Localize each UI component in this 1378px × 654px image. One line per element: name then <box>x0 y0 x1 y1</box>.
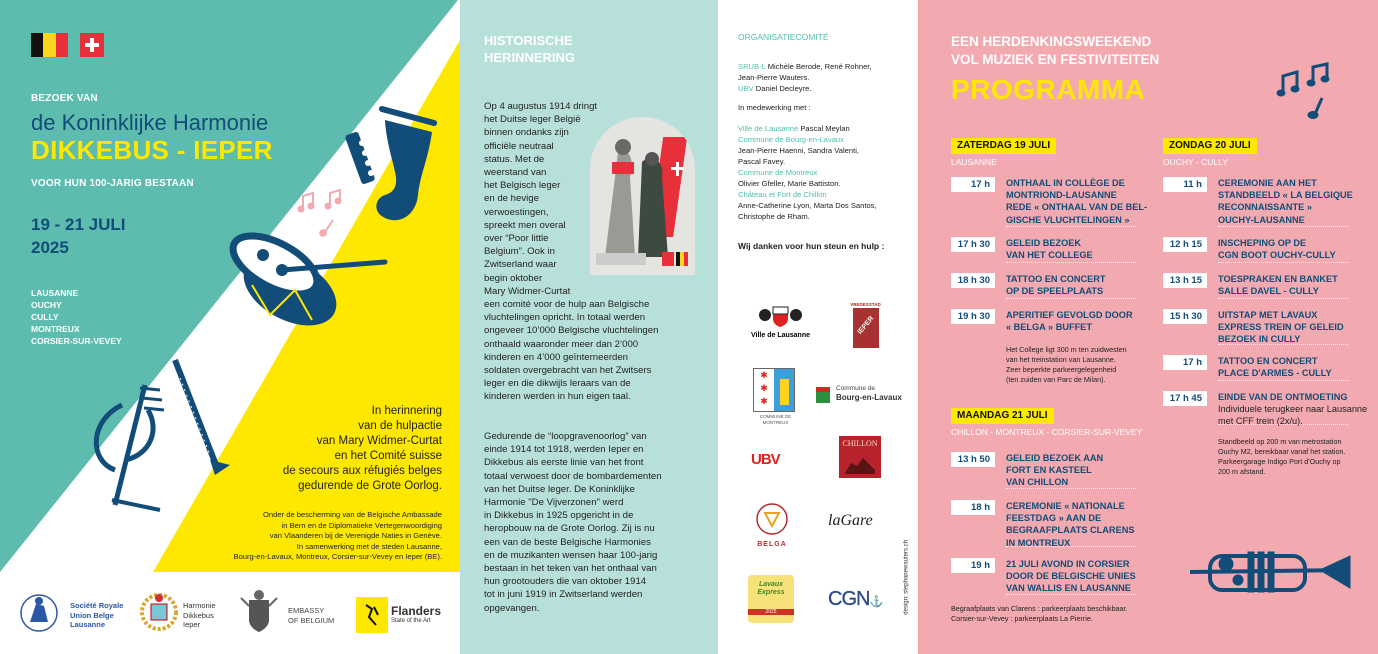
event-time: 19 h 30 <box>951 309 995 324</box>
history-heading: HISTORISCHE HERINNERING <box>484 33 576 65</box>
dotted-divider <box>1006 594 1136 595</box>
patronage-line: Onder de bescherming van de Belgische Ambassade <box>263 510 442 519</box>
day-location: CHILLON - MONTREUX - CORSIER-SUR-VEVEY <box>951 427 1143 437</box>
committee-line <box>738 123 877 134</box>
committee-line <box>738 156 877 167</box>
committee-line <box>738 134 877 145</box>
committee-line <box>738 145 877 156</box>
member-names: Jean-Pierre Wauters. <box>738 73 810 82</box>
note-line: Parkeergarage Indigo Port d'Ouchy op <box>1218 457 1341 466</box>
text-line: het Duitse leger België <box>484 114 581 126</box>
event-description <box>1218 237 1378 261</box>
event-line: TATTOO EN CONCERT <box>1218 356 1318 366</box>
harmonie-laurel-icon <box>137 590 181 634</box>
orchestra-title: de Koninklijke Harmonie <box>31 110 269 135</box>
day-badge: ZONDAG 20 JULI <box>1163 138 1257 154</box>
committee-line <box>738 200 877 211</box>
event-line: PLACE D'ARMES - CULLY <box>1218 368 1332 379</box>
dotted-divider <box>1218 298 1348 299</box>
committee-panel: ORGANISATIECOMITÉ SRUB-L Michèle Berode, René Rohner, Jean-Pierre Wauters. UBV Daniel Decleyre. In medewerking met : Ville de Lausanne Pascal Meylan Commune de Bourg-en-Lavaux Jean-Pierre Haenni, Sandra Valenti, Pascal Favey. Commune de Montreux Olivier Gfeller, Marie Battiston. Château et Fort de Chillon Anne-Catherine Lyon, Marta Dos Santos, Christophe de Rham. Wij danken voor hun steun en hulp : Ville de Lausanne VREDESSTAD IEPER ✱ ✱ ✱ COMMUNE DE MONTREUX Commune de Bourg-en-Lavaux UBV CHILLON BELGA laGare Lavaux Express 2025 CGN⚓ design: stephanewauters.ch <box>718 0 920 654</box>
event-line: OUCHY-LAUSANNE <box>1218 214 1305 225</box>
text-line: en de muzikanten wensen haar 100-jarig <box>484 549 658 561</box>
music-notes-icon <box>1275 62 1340 122</box>
sponsor-ieper: VREDESSTAD IEPER <box>843 302 888 348</box>
member-names: Michèle Berode, René Rohner, <box>765 62 872 71</box>
programme-panel <box>920 0 1378 654</box>
event-time: 19 h <box>951 558 995 573</box>
history-panel <box>460 0 718 654</box>
text-line: kinderen en 4’000 geïnterneerden <box>484 351 629 363</box>
text-line: Zwitserland waar <box>484 259 557 271</box>
sponsor-chillon: CHILLON <box>839 436 881 478</box>
event-line: MONTRIOND-LAUSANNE <box>1006 190 1117 201</box>
programme-heading: EEN HERDENKINGSWEEKEND VOL MUZIEK EN FESTIVITEITEN <box>951 34 1160 67</box>
belgian-coat-of-arms-icon <box>236 588 282 638</box>
sponsor-lausanne: Ville de Lausanne <box>748 305 813 339</box>
organisation-name: Commune de Bourg-en-Lavaux <box>738 135 844 144</box>
event-line: 21 JULI AVOND IN CORSIER <box>1006 559 1130 569</box>
note-line: 200 m afstand. <box>1218 467 1266 476</box>
memorial-line: van de hulpactie <box>358 420 442 432</box>
practical-note <box>951 604 1128 624</box>
city-list <box>31 287 122 347</box>
dotted-divider <box>1218 262 1348 263</box>
partner-logos <box>0 588 460 638</box>
text-line: over “Poor little <box>484 233 549 245</box>
sponsor-ubv: UBV <box>751 451 780 468</box>
event-line: VAN WALLIS EN LAUSANNE <box>1006 583 1131 594</box>
text-line: hun grootouders die van oktober 1914 <box>484 576 647 588</box>
flanders-label: Flanders State of the Art <box>391 604 442 624</box>
note-line: Zeer beperkte parkeergelegenheid <box>1006 365 1117 374</box>
dotted-divider <box>1218 380 1348 381</box>
event-line: BEGRAAFPLAATS CLARENS <box>1006 525 1135 536</box>
city: CULLY <box>31 312 59 322</box>
event-line: DOOR DE BELGISCHE UNIES <box>1006 571 1136 582</box>
sponsor-montreux: ✱ ✱ ✱ COMMUNE DE MONTREUX <box>753 368 798 426</box>
event-line: OP DE SPEELPLAATS <box>1006 286 1104 297</box>
memorial-line: en het Comité suisse <box>334 450 442 462</box>
text-line: leger en die dikwijls leraars van de <box>484 378 631 390</box>
event-time: 13 h 15 <box>1163 273 1207 288</box>
event-description <box>1006 237 1186 261</box>
event-line: GELEID BEZOEK AAN <box>1006 453 1104 463</box>
event-line: VAN CHILLON <box>1006 477 1069 488</box>
note-line: Corsier-sur-Vevey : parkeerplaats La Pierrie. <box>951 614 1093 623</box>
note-line: Standbeeld op 200 m van metrostation <box>1218 437 1342 446</box>
history-paragraph-1 <box>484 100 597 298</box>
event-description <box>1006 452 1186 489</box>
text-line: einde 1914 tot 1918, werden Ieper en <box>484 444 644 456</box>
day-badge: MAANDAG 21 JULI <box>951 408 1054 424</box>
text-line: bestaan in het teken van het onthaal van <box>484 563 657 575</box>
event-time: 18 h <box>951 500 995 515</box>
committee-line <box>738 61 872 72</box>
orchestra-name: DIKKEBUS - IEPER <box>31 135 273 165</box>
event-line: EXPRESS TREIN OF GELEID <box>1218 322 1344 333</box>
event-line: BEZOEK IN CULLY <box>1218 334 1301 345</box>
text-line: weerstand van <box>484 167 547 179</box>
day-badge: ZATERDAG 19 JULI <box>951 138 1056 154</box>
royal-union-label: Société Royale Union Belge Lausanne <box>70 601 124 629</box>
note-line: van het treinstation van Lausanne. <box>1006 355 1116 364</box>
music-notes-icon <box>299 190 341 236</box>
member-names: Olivier Gfeller, Marie Battiston. <box>738 179 841 188</box>
event-line: GISCHE VLUCHTELINGEN » <box>1006 214 1130 225</box>
lausanne-lions-icon <box>758 305 803 327</box>
text-line: vluchtelingen opricht. In totaal werden <box>484 312 646 324</box>
anniversary-subtitle: VOOR HUN 100-JARIG BESTAAN <box>31 178 194 189</box>
sponsor-belga: BELGA <box>746 502 798 548</box>
harmonie-label: Harmonie Dikkebus Ieper <box>183 601 216 629</box>
text-line: verwoestingen, <box>484 206 549 218</box>
event-time: 17 h 30 <box>951 237 995 252</box>
patronage-text <box>142 510 442 563</box>
committee-line <box>738 189 877 200</box>
history-paragraph-1-continued <box>484 298 658 404</box>
text-line: het Belgisch leger <box>484 180 561 192</box>
dotted-divider <box>1006 226 1136 227</box>
organisation-name: UBV <box>738 84 754 93</box>
day-location: OUCHY - CULLY <box>1163 157 1228 167</box>
text-line: en de hevige <box>484 193 539 205</box>
text-line: Harmonie "De Vijverzonen" werd <box>484 497 624 509</box>
member-names: Anne-Catherine Lyon, Marta Dos Santos, <box>738 201 877 210</box>
memorial-line: van Mary Widmer-Curtat <box>316 435 442 447</box>
event-time: 15 h 30 <box>1163 309 1207 324</box>
event-time: 12 h 15 <box>1163 237 1207 252</box>
event-line: ONTHAAL IN COLLÈGE DE <box>1006 178 1125 188</box>
committee-line <box>738 211 877 222</box>
text-line: Dikkebus als eerste linie van het front <box>484 457 644 469</box>
thanks-label: Wij danken voor hun steun en hulp : <box>738 241 885 251</box>
dotted-divider <box>1006 262 1136 263</box>
city: CORSIER-SUR-VEVEY <box>31 336 122 346</box>
city: LAUSANNE <box>31 288 79 298</box>
note-line: Het College ligt 300 m ten zuidwesten <box>1006 345 1127 354</box>
text-line: Gedurende de “loopgravenoorlog” van <box>484 431 647 442</box>
committee-line <box>738 83 872 94</box>
text-line: officiële neutraal <box>484 140 554 152</box>
event-description <box>1218 309 1378 346</box>
event-line: UITSTAP MET LAVAUX <box>1218 310 1318 320</box>
event-description <box>1006 309 1186 333</box>
day-location: LAUSANNE <box>951 157 997 167</box>
event-description <box>1218 391 1378 428</box>
text-line: binnen ondanks zijn <box>484 127 569 139</box>
member-names: Pascal Favey. <box>738 157 786 166</box>
design-credit: design: stephanewauters.ch <box>904 540 910 615</box>
text-line: ongeveer 10’000 Belgische vluchtelingen <box>484 325 659 337</box>
event-time: 17 h <box>951 177 995 192</box>
anchor-icon: ⚓ <box>869 596 883 608</box>
event-line: GELEID BEZOEK <box>1006 238 1082 248</box>
event-line: FEESTDAG » AAN DE <box>1006 513 1102 524</box>
text-line: een van de beste Belgische Harmonies <box>484 536 651 548</box>
event-time: 17 h 45 <box>1163 391 1207 406</box>
organisation-name: Commune de Montreux <box>738 168 818 177</box>
memorial-line: de secours aux réfugiés belges <box>282 465 442 477</box>
sponsor-cgn: CGN⚓ <box>828 588 883 610</box>
event-description <box>1218 355 1378 379</box>
dotted-divider <box>1218 226 1348 227</box>
patronage-line: In samenwerking met de steden Lausanne, <box>296 541 442 551</box>
event-line: APERITIEF GEVOLGD DOOR <box>1006 310 1133 320</box>
text-line: Mary Widmer-Curtat <box>484 285 571 297</box>
event-description <box>1006 177 1186 226</box>
history-paragraph-2 <box>484 430 662 615</box>
event-dates: 19 - 21 JULI <box>31 215 126 234</box>
text-line: spreekt men overal <box>484 219 566 231</box>
event-line: STANDBEELD « LA BELGIQUE <box>1218 190 1353 201</box>
note-line: Begraafplaats van Clarens : parkeerplaats beschikbaar. <box>951 604 1128 613</box>
embassy-label: EMBASSY OF BELGIUM <box>288 606 335 625</box>
event-line: SALLE DAVEL - CULLY <box>1218 286 1319 297</box>
event-line: CGN BOOT OUCHY-CULLY <box>1218 250 1336 261</box>
cooperation-label: In medewerking met : <box>738 103 811 112</box>
royal-union-crest-icon <box>18 592 60 634</box>
organisation-name: SRUB-L <box>738 62 766 71</box>
member-names: Pascal Meylan <box>798 124 850 133</box>
note-line: (ten zuiden van Parc de Milan). <box>1006 375 1106 384</box>
dotted-divider <box>1006 488 1136 489</box>
sponsor-lavaux-express: Lavaux Express 2025 <box>748 575 794 623</box>
event-line: CEREMONIE « NATIONALE <box>1006 501 1125 511</box>
committee-line <box>738 167 877 178</box>
text-line: kinderen werden in hun eigen taal. <box>484 391 631 403</box>
committee-line <box>738 72 872 83</box>
text-line: onthaald waaronder meer dan 2’000 <box>484 338 639 350</box>
dotted-divider <box>1006 546 1136 547</box>
event-line: FORT EN KASTEEL <box>1006 465 1092 476</box>
member-names: Daniel Decleyre. <box>753 84 812 93</box>
visit-label: BEZOEK VAN <box>31 93 98 104</box>
swiss-flag-icon <box>80 33 104 57</box>
text-line: Op 4 augustus 1914 dringt <box>484 101 598 112</box>
event-subline: Individuele terugkeer naar Lausanne <box>1218 404 1368 415</box>
event-description <box>1006 500 1186 549</box>
event-description <box>1006 273 1186 297</box>
event-description <box>1218 273 1378 297</box>
sponsor-la-gare: laGare <box>828 512 873 529</box>
event-line: CEREMONIE AAN HET <box>1218 178 1317 188</box>
event-time: 13 h 50 <box>951 452 995 467</box>
memorial-text <box>142 404 442 494</box>
text-line: in Dikkebus in 1925 opgericht in de <box>484 510 634 522</box>
text-line: totaal verwoest door de bombardementen <box>484 470 662 482</box>
note-line: Ouchy M2, bereikbaar vanaf het station. <box>1218 447 1346 456</box>
trumpet-icon <box>1190 548 1360 600</box>
patronage-line: Bourg-en-Lavaux, Montreux, Corsier-sur-Vevey en Ieper (BE). <box>233 552 442 561</box>
city: OUCHY <box>31 300 62 310</box>
event-time: 17 h <box>1163 355 1207 370</box>
event-line: INSCHEPING OP DE <box>1218 238 1307 248</box>
programme-title: PROGRAMMA <box>951 74 1146 105</box>
committee-line <box>738 178 877 189</box>
text-line: een comité voor de hulp aan Belgische <box>484 299 650 310</box>
member-names: Jean-Pierre Haenni, Sandra Valenti, <box>738 146 860 155</box>
cover-panel <box>0 0 460 654</box>
committee-list <box>738 61 872 94</box>
organisation-name: Château et Fort de Chillon <box>738 190 827 199</box>
dotted-divider <box>1218 424 1348 425</box>
city: MONTREUX <box>31 324 80 334</box>
event-line: EINDE VAN DE ONTMOETING <box>1218 392 1348 402</box>
event-time: 18 h 30 <box>951 273 995 288</box>
event-line: TATTOO EN CONCERT <box>1006 274 1106 284</box>
belga-logo-icon <box>755 502 789 536</box>
event-line: RECONNAISSANTE » <box>1218 202 1312 213</box>
historical-postcard-image <box>590 117 695 275</box>
event-description <box>1218 177 1378 226</box>
text-line: status. Met de <box>484 153 545 165</box>
belgian-flag-icon <box>31 33 68 57</box>
event-subline: met CFF trein (2x/u). <box>1218 416 1303 427</box>
text-line: tot in juni 1919 in Zwitserland werden <box>484 589 643 601</box>
event-time: 11 h <box>1163 177 1207 192</box>
text-line: soldaten overgebracht van het Zwitsers <box>484 365 652 377</box>
text-line: heropbouw na de Grote Oorlog. Zij is nu <box>484 523 655 535</box>
patronage-line: in Bern en de Diplomatieke Vertegenwoordiging <box>281 520 442 530</box>
practical-note <box>1006 345 1127 385</box>
event-line: TOESPRAKEN EN BANKET <box>1218 274 1338 284</box>
patronage-line: van Vlaanderen bij de Verenigde Naties in Genève. <box>269 531 442 540</box>
text-line: Belgium”. Ook in <box>484 246 555 258</box>
practical-note <box>1218 437 1345 477</box>
flanders-lion-icon <box>356 597 388 633</box>
organisation-name: Ville de Lausanne <box>738 124 799 133</box>
member-names: Christophe de Rham. <box>738 212 810 221</box>
text-line: van het Duitse leger. De Koninklijke <box>484 483 635 495</box>
committee-heading: ORGANISATIECOMITÉ <box>738 32 829 42</box>
memorial-line: gedurende de Grote Oorlog. <box>298 480 442 492</box>
event-line: IN MONTREUX <box>1006 537 1071 548</box>
event-line: REDE « ONTHAAL VAN DE BEL- <box>1006 202 1148 213</box>
memorial-line: In herinnering <box>371 405 442 417</box>
dotted-divider <box>1006 298 1136 299</box>
event-line: VAN HET COLLEGE <box>1006 250 1093 261</box>
event-year: 2025 <box>31 238 69 257</box>
cooperation-list <box>738 123 877 222</box>
text-line: opgevangen. <box>484 602 540 614</box>
dotted-divider <box>1218 344 1348 345</box>
event-line: « BELGA » BUFFET <box>1006 322 1092 333</box>
event-description <box>1006 558 1186 595</box>
text-line: begin oktober <box>484 272 543 284</box>
